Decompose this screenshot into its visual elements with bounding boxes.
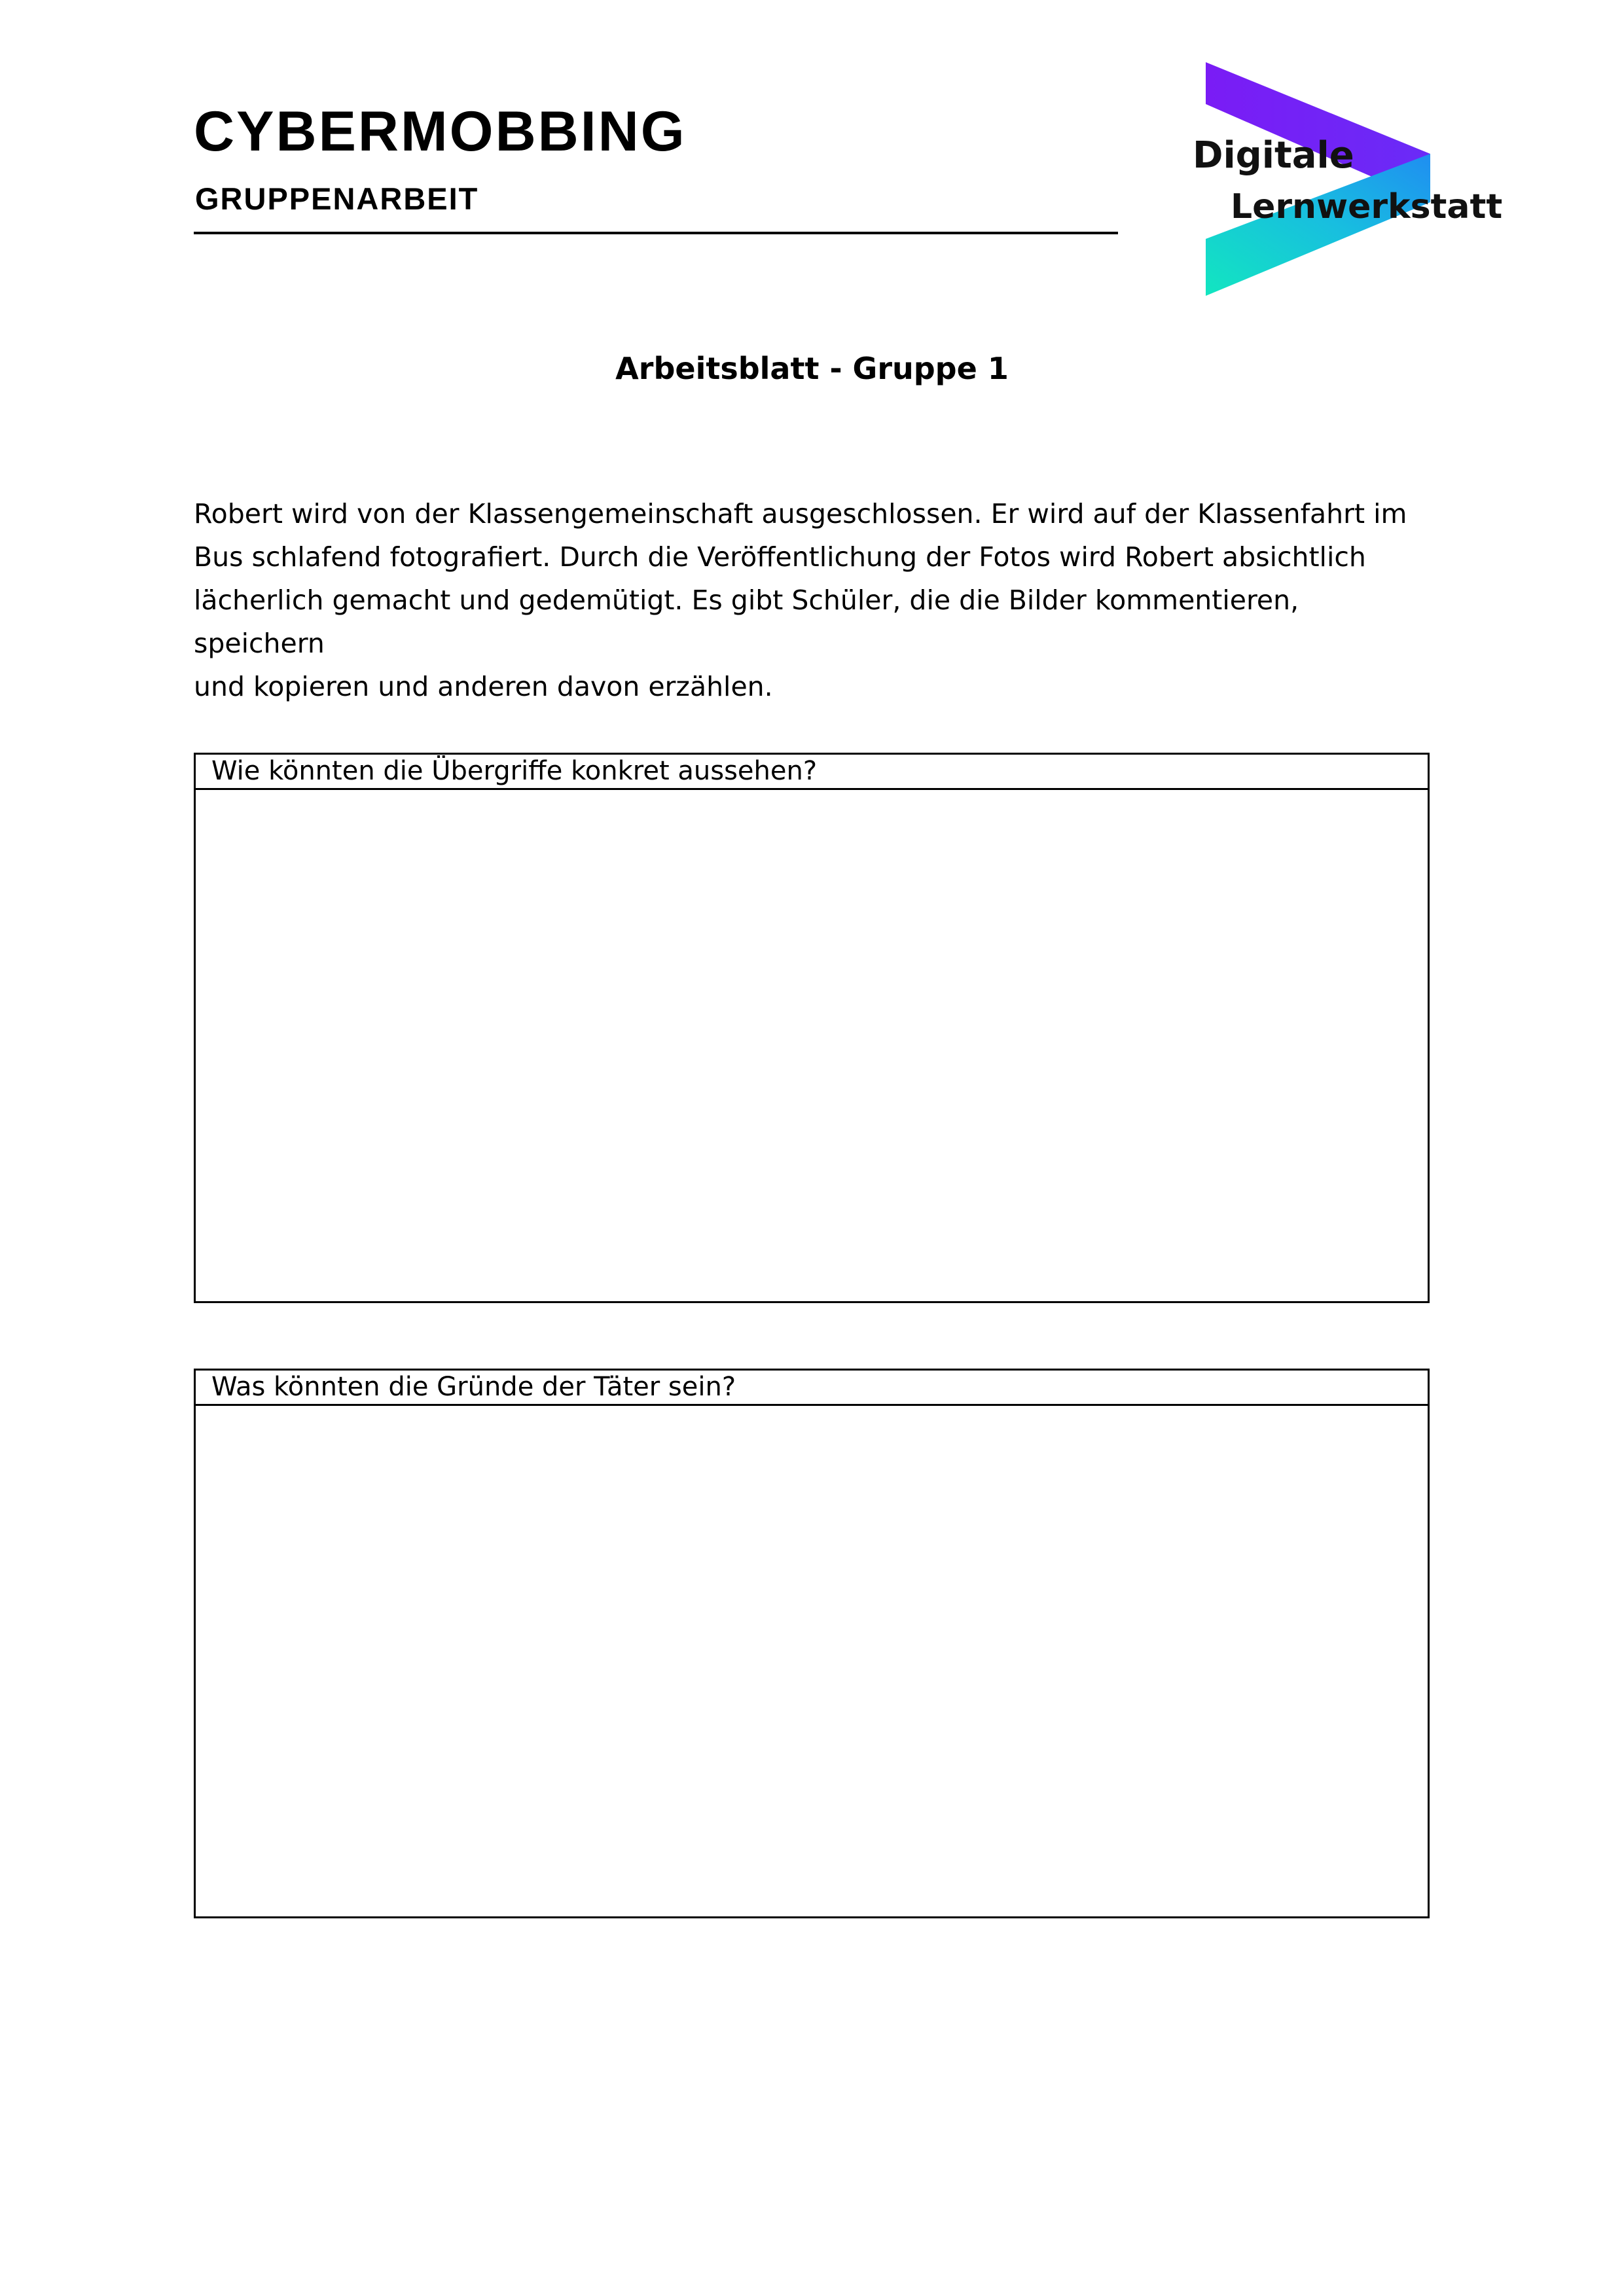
scenario-line: lächerlich gemacht und gedemütigt. Es gibt Schüler, die die Bilder kommentieren, speichern: [194, 584, 1299, 659]
scenario-text: [194, 492, 1437, 708]
logo-text-digitale: Digitale: [1193, 134, 1354, 177]
logo-chevron-graphic: [1178, 59, 1519, 308]
worksheet-title: Arbeitsblatt - Gruppe 1: [615, 351, 1009, 386]
question-label-reasons: Was könnten die Gründe der Täter sein?: [196, 1371, 1428, 1406]
question-box-attacks: [194, 753, 1430, 1303]
answer-field-attacks[interactable]: [196, 790, 1428, 1301]
header-divider: [194, 232, 1118, 234]
page-subtitle: GRUPPENARBEIT: [195, 181, 479, 216]
page-title: CYBERMOBBING: [194, 100, 687, 163]
digitale-lernwerkstatt-logo: [1178, 59, 1519, 308]
logo-text-lernwerkstatt: Lernwerkstatt: [1231, 187, 1503, 226]
question-box-reasons: [194, 1369, 1430, 1918]
scenario-line: und kopieren und anderen davon erzählen.: [194, 671, 773, 702]
scenario-line: Bus schlafend fotografiert. Durch die Veröffentlichung der Fotos wird Robert absichtlich: [194, 541, 1366, 573]
scenario-line: Robert wird von der Klassengemeinschaft ausgeschlossen. Er wird auf der Klassenfahrt im: [194, 498, 1407, 529]
question-label-attacks: Wie könnten die Übergriffe konkret aussehen?: [196, 755, 1428, 790]
answer-field-reasons[interactable]: [196, 1406, 1428, 1916]
